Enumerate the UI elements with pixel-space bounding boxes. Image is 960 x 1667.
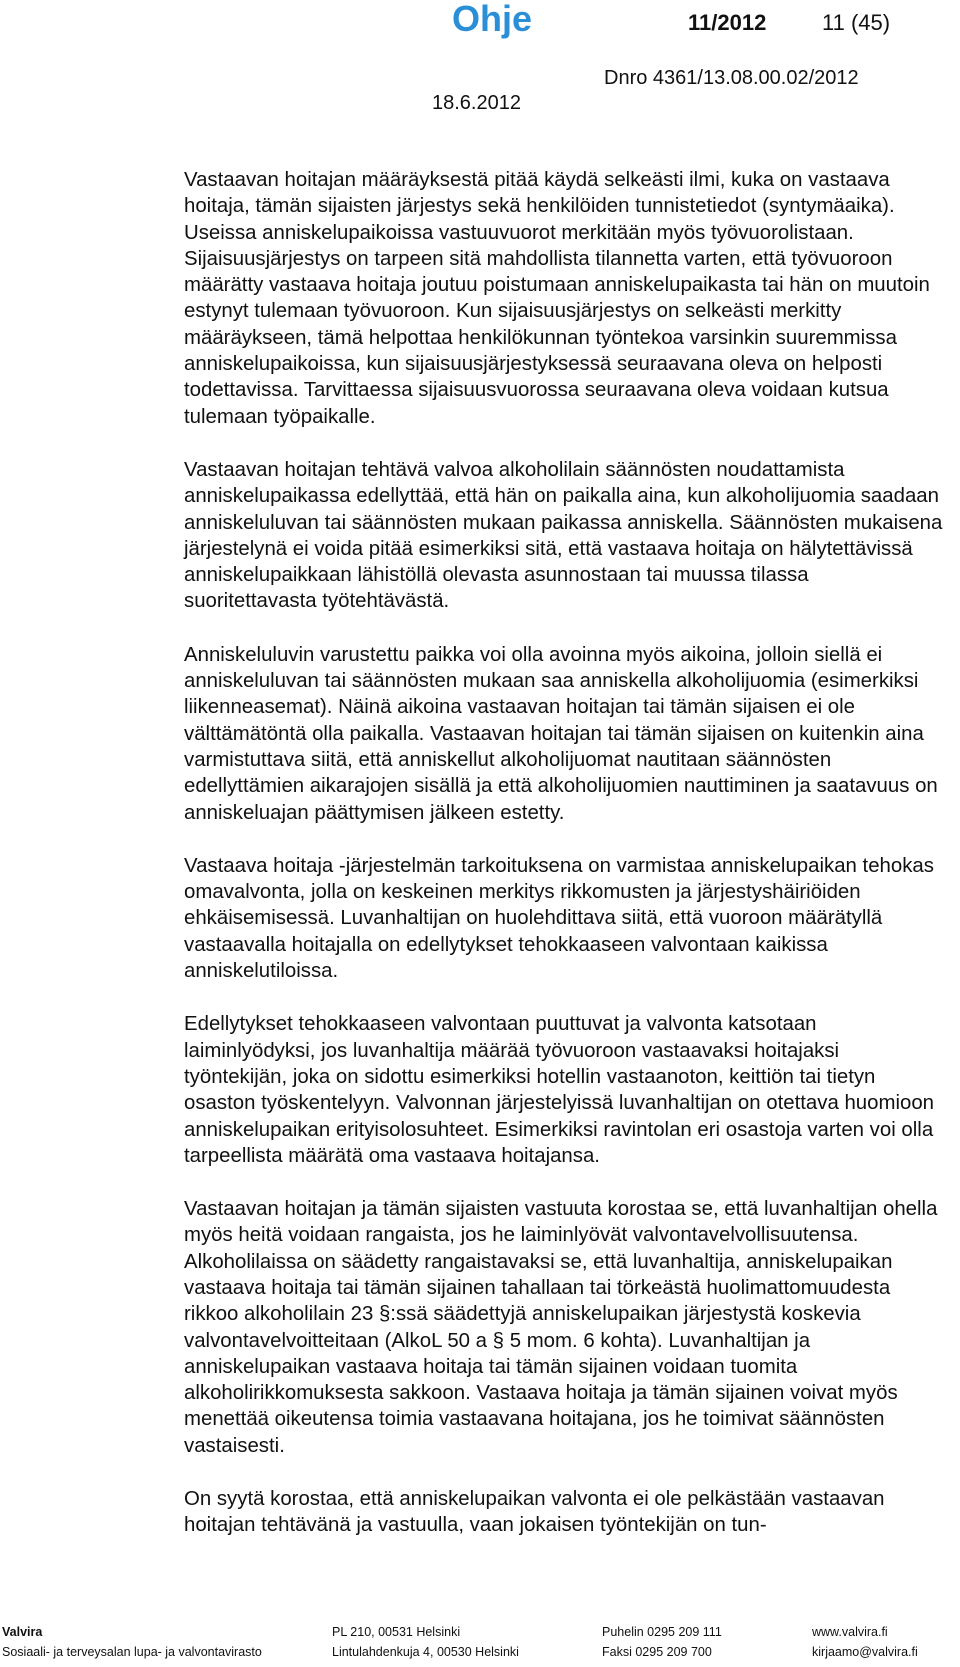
paragraph: Vastaavan hoitajan tehtävä valvoa alkoholilain säännösten noudattamista anniskelupaikassa edellyttää, että hän on paikalla aina, kun alkoholijuomia saadaan anniskeluluvan tai säännösten mukaan paikassa anniskella. Säännösten mukaisena järjestelynä ei voida pitää esimerkiksi sitä, että vastaava hoitaja on hälytettävissä anniskelupaikkaan lähistöllä olevasta asunnostaan tai muussa tilassa suoritettavasta työtehtävästä. — [184, 458, 943, 613]
footer-po-box: PL 210, 00531 Helsinki — [332, 1625, 461, 1639]
paragraph: On syytä korostaa, että anniskelupaikan valvonta ei ole pelkästään vastaavan hoitajan tehtävänä ja vastuulla, vaan jokaisen työntekijän on tun- — [184, 1488, 885, 1537]
footer-org-name: Valvira — [2, 1625, 43, 1639]
document-date: 18.6.2012 — [432, 92, 521, 114]
footer-org-full-name: Sosiaali- ja terveysalan lupa- ja valvontavirasto — [2, 1645, 262, 1659]
footer-email: kirjaamo@valvira.fi — [812, 1645, 918, 1659]
paragraph: Vastaavan hoitajan määräyksestä pitää käydä selkeästi ilmi, kuka on vastaava hoitaja, tämän sijaisten järjestys sekä henkilöiden tunnistetiedot (syntymäaika). Useissa anniskelupaikoissa vastuuvuorot merkitään myös työvuorolistaan. Sijaisuusjärjestys on tarpeen sitä mahdollista tilannetta varten, että työvuoroon määrätty vastaava hoitaja joutuu poistumaan anniskelupaikasta tai hän on muutoin estynyt tulemaan työvuoroon. Kun sijaisuusjärjestys on selkeästi merkitty määräykseen, tämä helpottaa henkilökunnan työntekoa varsinkin suuremmissa anniskelupaikoissa, kun sijaisuusjärjestyksessä seuraavana oleva on helposti todettavissa. Tarvittaessa sijaisuusvuorossa seuraavana oleva voidaan kutsua tulemaan työpaikalle. — [184, 169, 930, 428]
body-text — [184, 167, 944, 1566]
document-type-title: Ohje — [452, 0, 533, 39]
footer-website: www.valvira.fi — [812, 1625, 888, 1639]
footer-street-address: Lintulahdenkuja 4, 00530 Helsinki — [332, 1645, 519, 1659]
page-counter: 11 (45) — [822, 10, 891, 35]
footer-fax: Faksi 0295 209 700 — [602, 1645, 712, 1659]
paragraph: Anniskeluluvin varustettu paikka voi olla avoinna myös aikoina, jolloin siellä ei anniskeluluvan tai säännösten mukaan saa anniskella alkoholijuomia (esimerkiksi liikenneasemat). Näinä aikoina vastaavan hoitajan tai tämän sijaisen ei ole välttämätöntä olla paikalla. Vastaavan hoitajan tai tämän sijaisen on kuitenkin aina varmistuttava siitä, että anniskellut alkoholijuomat nautitaan säännösten edellyttämien aikarajojen sisällä ja että alkoholijuomien nauttiminen ja saatavuus on anniskeluajan päättymisen jälkeen estetty. — [184, 643, 938, 824]
paragraph: Vastaavan hoitajan ja tämän sijaisten vastuuta korostaa se, että luvanhaltijan ohella myös heitä voidaan rangaista, jos he laiminlyövät valvontavelvollisuutensa. Alkoholilaissa on säädetty rangaistavaksi se, että luvanhaltija, anniskelupaikan vastaava hoitaja tai tämän sijainen tahallaan tai törkeästä huolimattomuudesta rikkoo alkoholilain 23 §:ssä säädettyjä anniskelupaikan järjestystä koskevia valvontavelvoitteitaan (AlkoL 50 a § 5 mom. 6 kohta). Luvanhaltijan ja anniskelupaikan vastaava hoitaja tai tämän sijainen voidaan tuomita alkoholirikkomuksesta sakkoon. Vastaava hoitaja ja tämän sijainen voivat myös menettää oikeutensa toimia vastaavana hoitajana, jos he toimivat säännösten vastaisesti. — [184, 1198, 938, 1457]
document-number: 11/2012 — [688, 10, 767, 35]
paragraph: Edellytykset tehokkaaseen valvontaan puuttuvat ja valvonta katsotaan laiminlyödyksi, jos luvanhaltija määrää työvuoroon vastaavaksi hoitajaksi työntekijän, joka on sidottu esimerkiksi hotellin vastaanoton, keittiön tai tietyn osaston työskentelyyn. Valvonnan järjestelyissä luvanhaltijan on otettava huomioon anniskelupaikan erityisolosuhteet. Esimerkiksi ravintolan eri osastoja varten voi olla tarpeellista määrätä oma vastaava hoitajansa. — [184, 1013, 935, 1167]
footer-phone: Puhelin 0295 209 111 — [602, 1625, 722, 1639]
paragraph: Vastaava hoitaja -järjestelmän tarkoituksena on varmistaa anniskelupaikan tehokas omavalvonta, jolla on keskeinen merkitys rikkomusten ja järjestyshäiriöiden ehkäisemisessä. Luvanhaltijan on huolehdittava siitä, että vuoroon määrätyllä vastaavalla hoitajalla on edellytykset tehokkaaseen valvontaan kaikissa anniskelutiloissa. — [184, 854, 934, 983]
registry-number: Dnro 4361/13.08.00.02/2012 — [604, 67, 859, 89]
